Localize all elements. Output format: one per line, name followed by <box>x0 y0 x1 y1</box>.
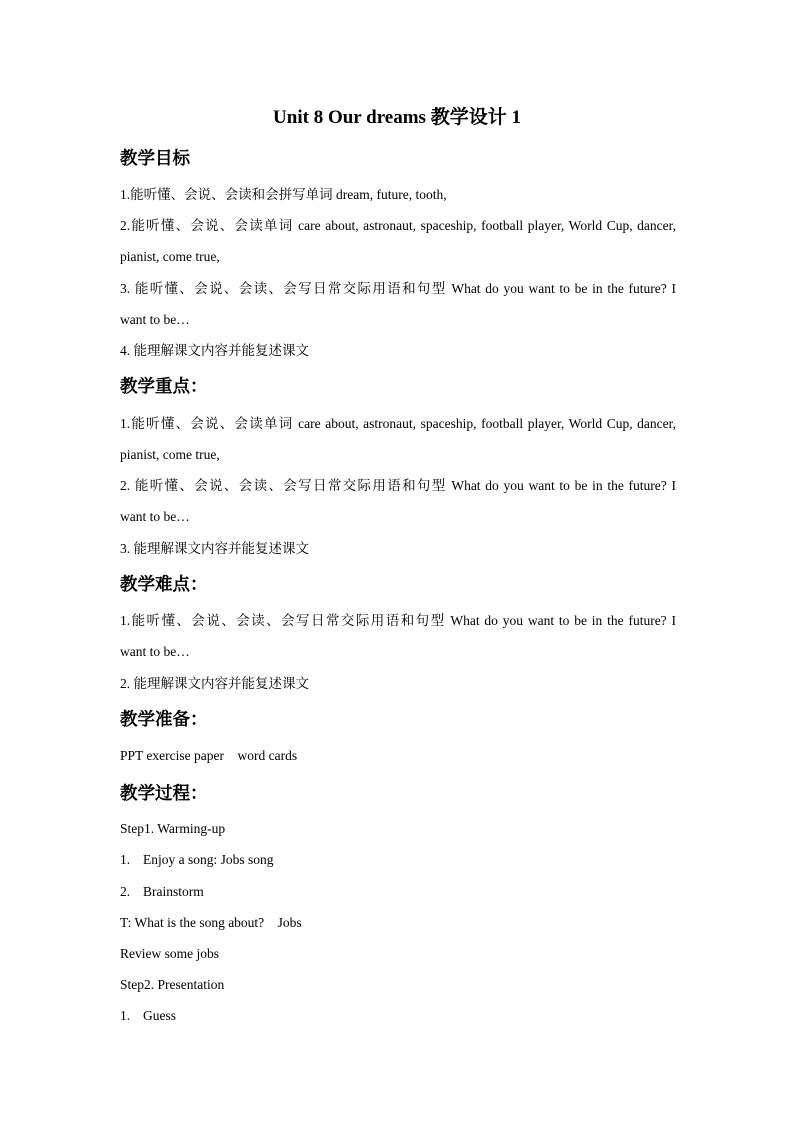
key-point-line-3: 3. 能理解课文内容并能复述课文 <box>120 541 309 556</box>
difficulty-line-2: 2. 能理解课文内容并能复述课文 <box>120 676 309 691</box>
heading-objectives: 教学目标 <box>120 149 190 169</box>
objective-line-3-cont: want to be… <box>120 312 190 327</box>
heading-key-points: 教学重点： <box>120 377 208 397</box>
document-title: Unit 8 Our dreams 教学设计 1 <box>273 107 521 128</box>
step1-item-1-text: Enjoy a song: Jobs song <box>143 852 274 867</box>
dialogue-line: T: What is the song about? Jobs <box>120 915 302 930</box>
objective-line-3: 3. 能听懂、会说、会读、会写日常交际用语和句型 What do you want to be in the future? I <box>120 281 676 296</box>
key-point-line-1-cont: pianist, come true, <box>120 447 220 462</box>
difficulty-line-1-cont: want to be… <box>120 644 190 659</box>
step1-item-2-text: Brainstorm <box>143 884 204 899</box>
objective-line-4: 4. 能理解课文内容并能复述课文 <box>120 343 309 358</box>
step2-item-1-text: Guess <box>143 1008 176 1023</box>
key-point-line-1: 1.能听懂、会说、会读单词 care about, astronaut, spaceship, football player, World Cup, dancer, <box>120 416 676 431</box>
step2-title: Step2. Presentation <box>120 977 225 992</box>
key-point-line-2-cont: want to be… <box>120 509 190 524</box>
objective-line-1: 1.能听懂、会说、会读和会拼写单词 dream, future, tooth, <box>120 187 447 202</box>
heading-difficulties: 教学难点： <box>120 575 208 595</box>
step2-item-1-number: 1. <box>120 1008 131 1023</box>
heading-process: 教学过程： <box>120 784 208 804</box>
objective-line-2: 2.能听懂、会说、会读单词 care about, astronaut, spaceship, football player, World Cup, dancer, <box>120 218 676 233</box>
difficulty-line-1: 1.能听懂、会说、会读、会写日常交际用语和句型 What do you want to be in the future? I <box>120 613 676 628</box>
review-line: Review some jobs <box>120 946 219 961</box>
key-point-line-2: 2. 能听懂、会说、会读、会写日常交际用语和句型 What do you want to be in the future? I <box>120 478 676 493</box>
heading-preparation: 教学准备： <box>120 710 208 730</box>
objective-line-2-cont: pianist, come true, <box>120 249 220 264</box>
step1-item-1-number: 1. <box>120 852 131 867</box>
step1-item-2-number: 2. <box>120 884 131 899</box>
step1-title: Step1. Warming-up <box>120 821 226 836</box>
preparation-line: PPT exercise paper word cards <box>120 748 298 763</box>
